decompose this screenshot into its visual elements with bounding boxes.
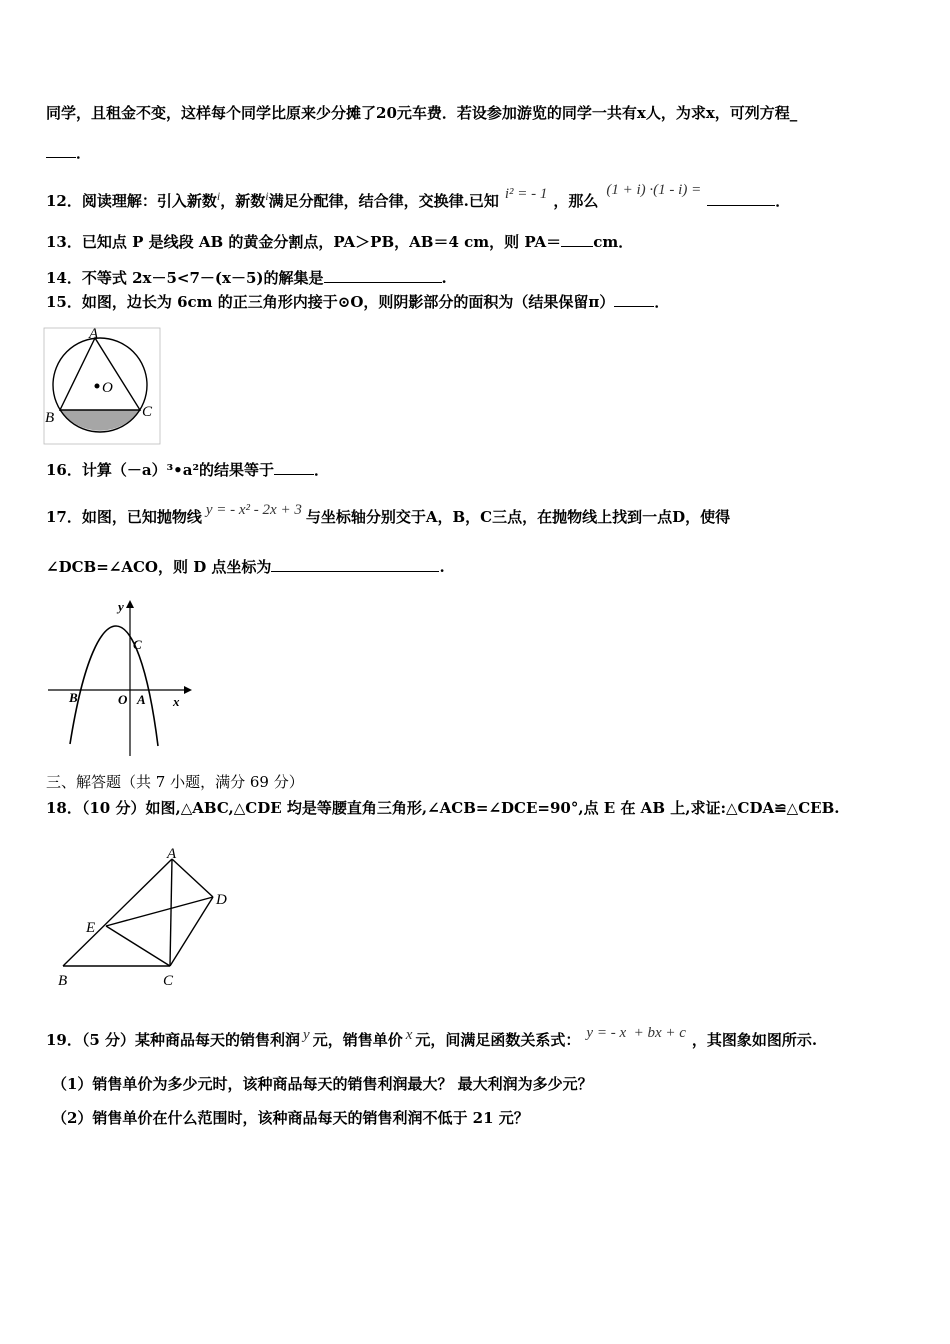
- q18-label-D: D: [216, 892, 227, 908]
- q19-sub1-line: [52, 1074, 593, 1094]
- q17-x-arrow: [184, 686, 192, 694]
- q19-text-1: 19．（5 分）某种商品每天的销售利润: [46, 1031, 301, 1049]
- q12-text-4: ，那么: [553, 192, 599, 210]
- q17-label-y: y: [118, 599, 124, 614]
- q17-answer-blank[interactable]: [271, 557, 439, 572]
- q13-text: 13．已知点 P 是线段 AB 的黄金分割点，PA＞PB，AB＝4 cm，则 PA＝: [46, 233, 562, 251]
- q12-math-1: i² = - 1: [504, 186, 548, 202]
- q18-side-AD: [172, 859, 213, 897]
- q14-end: .: [441, 269, 447, 287]
- q19-sub1-text: （1）销售单价为多少元时，该种商品每天的销售利润最大？ 最大利润为多少元？: [52, 1075, 593, 1093]
- q16-text: 16．计算（－a）³•a²的结果等于: [46, 461, 275, 479]
- q15-triangle: [60, 338, 140, 410]
- q17-end: .: [439, 558, 445, 576]
- q12-i-symbol-2: i: [265, 189, 269, 203]
- q13-end: cm．: [593, 233, 634, 251]
- section3-title: 三、解答题（共 7 小题，满分 69 分）: [46, 773, 304, 791]
- q18-label-B: B: [58, 973, 68, 989]
- q17-text-2: 与坐标轴分别交于A，B，C三点，在抛物线上找到一点D，使得: [305, 508, 731, 526]
- q19-text-3: 元，间满足函数关系式：: [415, 1031, 581, 1049]
- q18-side-EC: [106, 926, 170, 966]
- q11-tail-text: 同学，且租金不变，这样每个同学比原来少分摊了20元车费．若设参加游览的同学一共有x人，为求x，可列方程_: [46, 104, 798, 122]
- q14-text: 14．不等式 2x－5<7－(x－5)的解集是: [46, 269, 324, 287]
- q17-line2-text: ∠DCB=∠ACO，则 D 点坐标为: [46, 558, 272, 576]
- q15-shaded-segment: [60, 410, 140, 431]
- q15-label-B: B: [45, 410, 55, 426]
- q17-equation: y = - x² - 2x + 3: [205, 502, 302, 518]
- q17-text: 17．如图，已知抛物线: [46, 508, 202, 526]
- q11-tail-line: [46, 103, 797, 123]
- q18-label-A: A: [167, 846, 177, 862]
- q18-figure: [50, 842, 240, 992]
- q19-line: [46, 1025, 818, 1051]
- q12-text-2: ，新数: [220, 192, 266, 210]
- q17-y-arrow: [126, 600, 134, 608]
- q17-label-C: C: [133, 637, 142, 652]
- q18-text: 18．（10 分）如图,△ABC,△CDE 均是等腰直角三角形,∠ACB=∠DCE=90°,点 E 在 AB 上,求证:△CDA≌△CEB.: [46, 799, 840, 817]
- q18-label-C: C: [163, 973, 174, 989]
- q15-line: [46, 292, 669, 312]
- q14-answer-blank[interactable]: [324, 268, 442, 283]
- q19-sub2-line: [52, 1108, 529, 1128]
- q19-text-2: 元，销售单价: [312, 1031, 403, 1049]
- q15-text: 15．如图，边长为 6cm 的正三角形内接于⊙O，则阴影部分的面积为（结果保留π）: [46, 293, 615, 311]
- q15-answer-blank[interactable]: [614, 292, 654, 307]
- q19-equation: y = - x + bx + c: [586, 1025, 686, 1041]
- q15-figure: [40, 326, 165, 446]
- q13-answer-blank[interactable]: [561, 232, 593, 247]
- q12-number: 12．: [46, 192, 82, 210]
- q11-end-punct: ．: [76, 144, 92, 162]
- q14-line: [46, 268, 447, 288]
- q19-sub2-text: （2）销售单价在什么范围时，该种商品每天的销售利润不低于 21 元？: [52, 1109, 529, 1127]
- q17-label-x: x: [173, 694, 180, 709]
- q12-answer-blank[interactable]: [707, 191, 775, 206]
- q19-var-x: x: [405, 1027, 413, 1043]
- q17-line-2: [46, 557, 445, 577]
- q12-math-2: (1 + i) ·(1 - i) =: [606, 182, 702, 198]
- q18-label-E: E: [86, 920, 96, 936]
- q11-tail-line2: [46, 143, 91, 163]
- q19-text-4: ，其图象如图所示.: [691, 1031, 818, 1049]
- q15-label-C: C: [142, 404, 153, 420]
- q15-label-O: O: [102, 380, 113, 396]
- q16-answer-blank[interactable]: [274, 460, 314, 475]
- section3-heading: [46, 772, 304, 792]
- q12-line: [46, 182, 791, 212]
- q13-line: [46, 232, 633, 252]
- q15-label-A: A: [89, 326, 99, 342]
- q17-label-B: B: [69, 690, 78, 705]
- q16-line: [46, 460, 329, 480]
- q11-answer-blank[interactable]: [46, 143, 76, 158]
- q15-end: ．: [654, 293, 670, 311]
- q12-text-1: 阅读理解：引入新数: [81, 192, 217, 210]
- q16-end: ．: [314, 461, 330, 479]
- q17-line: [46, 502, 731, 528]
- q12-i-symbol-1: i: [216, 189, 221, 203]
- q17-label-O: O: [118, 692, 128, 707]
- q12-end-punct: ．: [775, 192, 791, 210]
- q17-label-A: A: [137, 692, 146, 707]
- q17-parabola: [70, 626, 158, 746]
- q12-text-3: 满足分配律，结合律，交换律.已知: [268, 192, 499, 210]
- q19-var-y: y: [303, 1027, 310, 1043]
- q15-center-dot: [95, 384, 100, 389]
- q18-side-AC: [170, 859, 172, 966]
- q18-line: [46, 798, 839, 818]
- q17-figure: [44, 596, 194, 760]
